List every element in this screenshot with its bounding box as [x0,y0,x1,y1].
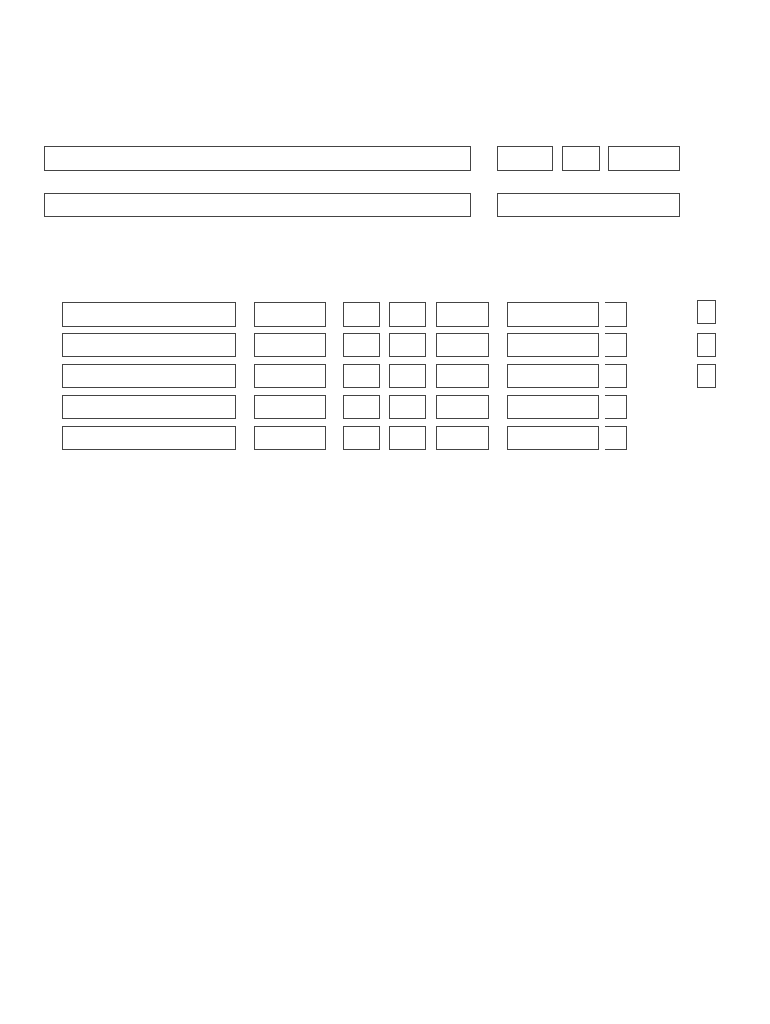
amount-field[interactable] [507,364,599,388]
part1-title [45,237,51,250]
fein-field[interactable] [497,193,680,217]
amount-field[interactable] [507,426,599,450]
date-year-field[interactable] [436,333,489,357]
institution-code-field[interactable] [254,333,326,357]
ssn-field-part-1[interactable] [497,146,553,171]
amount-field[interactable] [507,333,599,357]
names-field[interactable] [44,146,471,171]
cents-box [605,364,627,388]
institution-name-field[interactable] [62,333,236,357]
cents-box [605,333,627,357]
institution-name-field[interactable] [62,302,236,327]
cents-box [605,426,627,450]
cents-box [605,395,627,419]
institution-code-field[interactable] [254,302,326,327]
amount-field[interactable] [507,302,599,327]
fiduciary-checkbox[interactable] [697,364,716,388]
ssn-field-part-3[interactable] [608,146,680,171]
institution-name-field[interactable] [62,426,236,450]
institution-name-field[interactable] [62,395,236,419]
date-year-field[interactable] [436,364,489,388]
date-month-field[interactable] [343,395,380,419]
date-month-field[interactable] [343,333,380,357]
date-month-field[interactable] [343,426,380,450]
date-month-field[interactable] [343,302,380,327]
date-day-field[interactable] [389,333,426,357]
date-year-field[interactable] [436,395,489,419]
date-month-field[interactable] [343,364,380,388]
date-year-field[interactable] [436,302,489,327]
institution-code-field[interactable] [254,395,326,419]
date-day-field[interactable] [389,302,426,327]
individual-checkbox[interactable] [697,300,716,324]
date-day-field[interactable] [389,426,426,450]
it20-name-field[interactable] [44,193,471,217]
institution-name-field[interactable] [62,364,236,388]
ssn-field-part-2[interactable] [562,146,600,171]
institution-code-field[interactable] [254,426,326,450]
corporate-checkbox[interactable] [697,333,716,357]
date-year-field[interactable] [436,426,489,450]
amount-field[interactable] [507,395,599,419]
institution-code-field[interactable] [254,364,326,388]
date-day-field[interactable] [389,395,426,419]
barcode-image [265,944,505,964]
date-day-field[interactable] [389,364,426,388]
cents-box [605,302,627,327]
